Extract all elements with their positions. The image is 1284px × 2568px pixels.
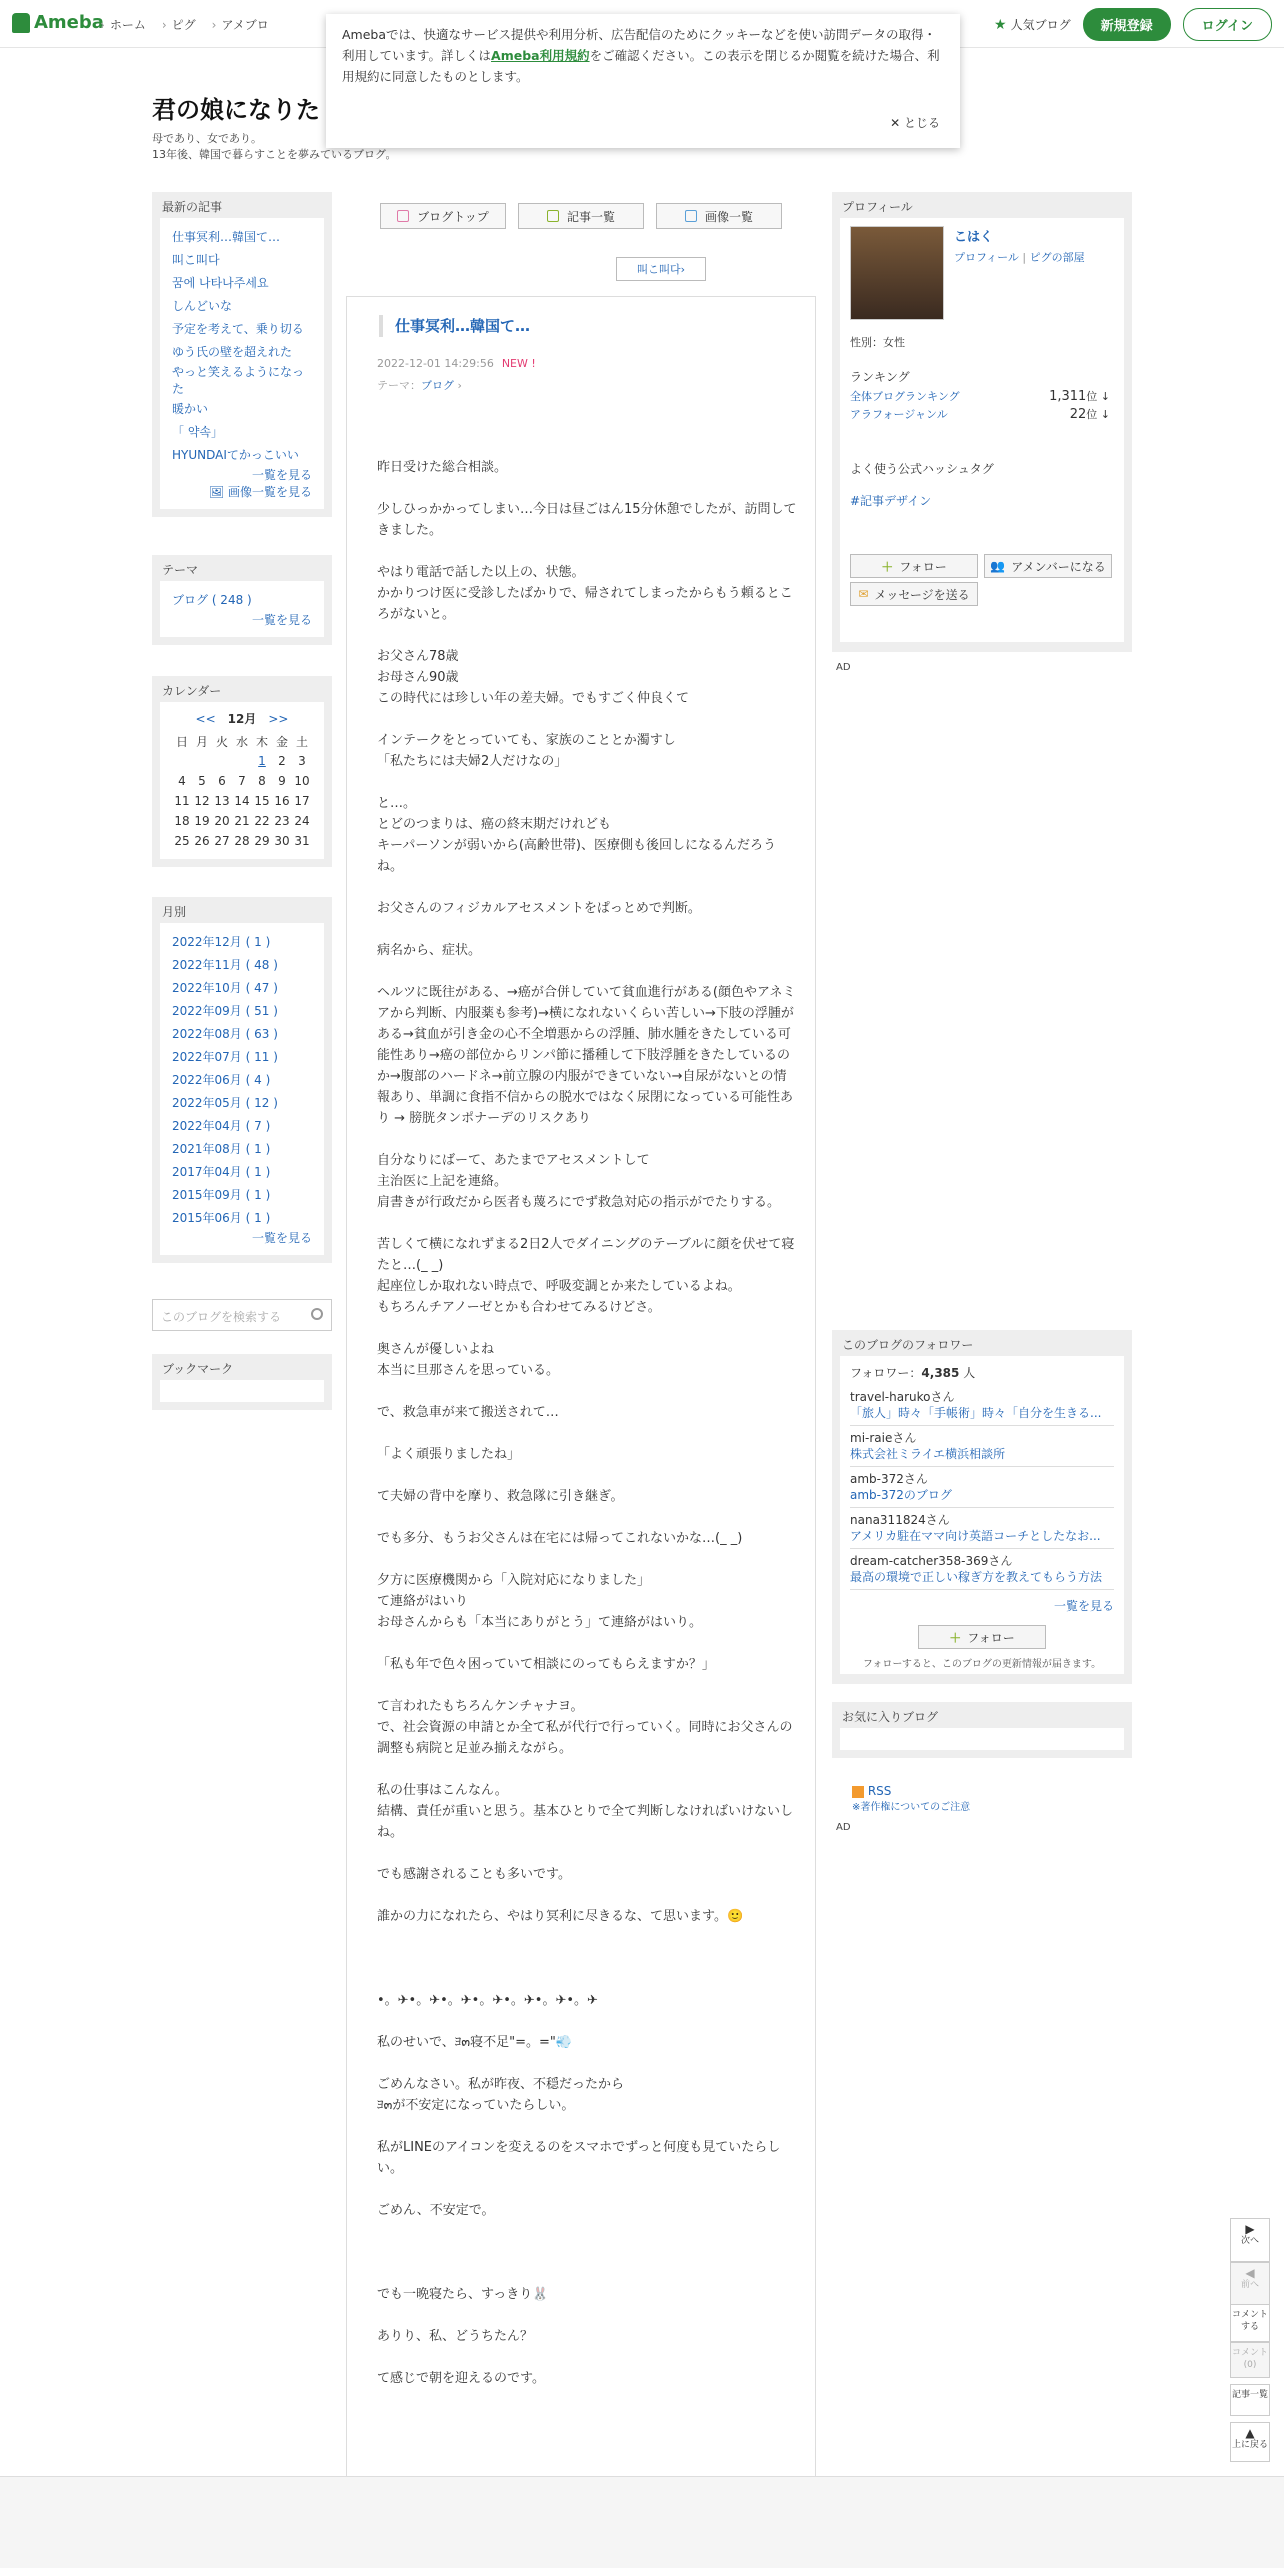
camera-icon: [685, 210, 697, 222]
close-icon: ✕: [890, 116, 904, 130]
nav-ameblo[interactable]: › アメブロ: [212, 16, 269, 33]
float-next[interactable]: ▶ 次へ: [1230, 2218, 1270, 2262]
article-paragraph: でも一晩寝たら、すっきり🐰: [377, 2287, 549, 2302]
follower-count: フォロワー：4,385 人: [850, 1366, 976, 1380]
monthly-item[interactable]: 2022年07月 ( 11 ): [172, 1050, 278, 1064]
follow-button-2[interactable]: ＋ フォロー: [918, 1625, 1046, 1649]
monthly-more-link[interactable]: 一覧を見る: [251, 1231, 312, 1245]
follower-name: amb-372さん: [850, 1472, 928, 1486]
cal-day: 18: [174, 814, 190, 828]
article-paragraph: 苦しくて横になれずまる2日2人でダイニングのテーブルに顔を伏せて寝たと…(_ _) 起座位しか取れない時点で、呼吸変調とか来たしているよね。 もちろんチアノーゼとかも合わせてみるけどさ。: [377, 1237, 795, 1315]
cal-day: 30: [274, 834, 290, 848]
cal-day: [212, 751, 232, 771]
ameba-logo[interactable]: Ameba: [12, 12, 104, 33]
cal-day: [172, 751, 192, 771]
follow-note: フォローすると、このブログの更新情報が届きます。: [862, 1659, 1102, 1670]
cal-weekday: 土: [295, 734, 308, 749]
latest-post-item[interactable]: ゆう氏の壁を超えれた: [172, 345, 293, 359]
article-paragraph: ありり、私、どうちたん？: [377, 2329, 534, 2344]
profile-name[interactable]: こはく: [954, 230, 994, 245]
follower-name: dream-catcher358-369さん: [850, 1554, 1013, 1568]
article-paragraph: 少しひっかかってしまい…今日は昼ごはん15分休憩でしたが、訪問してきました。: [377, 502, 797, 538]
article-paragraph: 「よく頑張りましたね」: [377, 1447, 521, 1462]
cal-day: 12: [194, 794, 210, 808]
monthly-item[interactable]: 2022年04月 ( 7 ): [172, 1119, 271, 1133]
monthly-item[interactable]: 2022年11月 ( 48 ): [172, 958, 278, 972]
follower-row: [850, 1508, 1114, 1549]
article-body: [377, 457, 797, 2410]
cal-day: 24: [294, 814, 310, 828]
article-paragraph: と…。 とどのつまりは、癌の終末期だけれども キーパーソンが弱いから(高齢世帯)、医療側も後回しになるんだろうね。: [377, 796, 776, 874]
next-article-button[interactable]: 叫こ叫다 ›: [616, 257, 706, 281]
register-button[interactable]: 新規登録: [1083, 8, 1171, 41]
follower-row: [850, 1549, 1114, 1590]
monthly-item[interactable]: 2017年04月 ( 1 ): [172, 1165, 271, 1179]
message-button[interactable]: ✉ メッセージを送る: [850, 582, 978, 606]
follower-row: [850, 1385, 1114, 1426]
article-paragraph: 病名から、症状。: [377, 943, 482, 958]
article-paragraph: 「私も年で色々困っていて相談にのってもらえますか？」: [377, 1657, 715, 1672]
cal-day: 8: [258, 774, 266, 788]
monthly-item[interactable]: 2022年08月 ( 63 ): [172, 1027, 278, 1041]
article-paragraph: やはり電話で話した以上の、状態。 かかりつけ医に受診したばかりで、帰されてしまったからもう頼るところがないと。: [377, 565, 793, 622]
theme-box: [152, 555, 332, 645]
cal-month: 12月: [227, 712, 257, 726]
article-paragraph: •。✈•。✈•。✈•。✈•。✈•。✈•。✈: [377, 1993, 598, 2008]
article-paragraph: 夕方に医療機関から「入院対応になりました」 て連絡がはいり お母さんからも「本当にありがとう」て連絡がはいり。: [377, 1573, 703, 1630]
article: [346, 296, 816, 2568]
latest-post-item[interactable]: やっと笑えるようになった: [172, 365, 305, 396]
cal-prev[interactable]: <<: [195, 712, 216, 726]
cal-day: 7: [238, 774, 246, 788]
followers-box: [832, 1330, 1132, 1684]
float-comment[interactable]: コメントする: [1230, 2304, 1270, 2342]
cal-day: 4: [178, 774, 186, 788]
float-prev: ◀ 前へ: [1230, 2262, 1270, 2306]
follower-blog-link[interactable]: 「旅人」時々「手帳術」時々「自分を生きる...: [850, 1406, 1102, 1420]
footer: [0, 2476, 1284, 2568]
bookmark-box: [152, 1354, 332, 1410]
blog-top-button[interactable]: ブログトップ: [380, 203, 506, 229]
header-nav: [100, 16, 269, 33]
monthly-item[interactable]: 2022年05月 ( 12 ): [172, 1096, 278, 1110]
article-title[interactable]: 仕事冥利…韓国て…: [379, 315, 530, 337]
cal-weekday: 水: [235, 734, 248, 749]
cal-day: 20: [214, 814, 230, 828]
calendar-table: [172, 731, 312, 851]
header-actions: [994, 8, 1272, 41]
ranking-row: アラフォージャンル 22位 ↓: [850, 407, 1110, 422]
profile-link[interactable]: プロフィール: [954, 251, 1019, 264]
profile-gender: 性別：女性: [850, 336, 905, 349]
article-paragraph: でも感謝されることも多いです。: [377, 1867, 571, 1882]
image-list-link[interactable]: 🖼 画像一覧を見る: [208, 485, 312, 499]
cal-day: 23: [274, 814, 290, 828]
article-paragraph: て言われたもちろんケンチャナヨ。 で、社会資源の申請とか全て私が代行で行っていく。同時にお父さんの調整も病院と足並み揃えながら。: [377, 1699, 793, 1756]
cal-day: 5: [198, 774, 206, 788]
search-icon[interactable]: [311, 1308, 323, 1320]
article-meta: 2022-12-01 14:29:56 NEW ! テーマ：ブログ ›: [377, 357, 536, 392]
hashtag-link[interactable]: #記事デザイン: [850, 494, 932, 508]
cal-day[interactable]: 1: [258, 754, 266, 768]
triangle-up-icon: ▲: [1245, 2426, 1255, 2440]
cal-day: [232, 751, 252, 771]
cal-day: 14: [234, 794, 250, 808]
cal-day: 22: [254, 814, 270, 828]
float-back-to-top[interactable]: ▲ 上に戻る: [1230, 2422, 1270, 2462]
cal-day: 3: [298, 754, 306, 768]
spacer: [377, 2242, 797, 2284]
monthly-item[interactable]: 2022年10月 ( 47 ): [172, 981, 278, 995]
image-list-button[interactable]: 画像一覧: [656, 203, 782, 229]
blog-search-input[interactable]: このブログを検索する: [152, 1299, 332, 1331]
member-icon: 👥: [990, 559, 1006, 573]
bookmark-title: ブックマーク: [162, 1362, 234, 1376]
latest-posts-list: [172, 226, 312, 467]
cookie-close-button[interactable]: ✕ とじる: [890, 116, 940, 130]
follower-blog-link[interactable]: 株式会社ミライエ横浜相談所: [850, 1447, 1006, 1461]
rss-block: [852, 1784, 970, 1813]
latest-post-item[interactable]: 「 약속」: [172, 425, 223, 439]
cal-day: 13: [214, 794, 230, 808]
follower-blog-link[interactable]: アメリカ駐在ママ向け英語コーチとしたなお...: [850, 1529, 1101, 1543]
cal-day: 16: [274, 794, 290, 808]
rss-icon: [852, 1786, 864, 1798]
article-paragraph: で、救急車が来て搬送されて…: [377, 1405, 559, 1420]
float-comment-count: コメント(0): [1230, 2342, 1270, 2378]
star-icon: ★: [994, 16, 1007, 33]
follower-name: travel-harukoさん: [850, 1390, 955, 1404]
monthly-item[interactable]: 2015年06月 ( 1 ): [172, 1211, 271, 1225]
article-paragraph: 誰かの力になれたら、やはり冥利に尽きるな、て思います。🙂: [377, 1909, 744, 1924]
ranking-genre-link[interactable]: アラフォージャンル: [850, 408, 948, 421]
cal-day: 29: [254, 834, 270, 848]
follower-blog-link[interactable]: amb-372のブログ: [850, 1488, 952, 1502]
article-paragraph: お父さん78歳 お母さん90歳 この時代には珍しい年の差夫婦。でもすごく仲良くて: [377, 649, 690, 706]
cal-weekday: 日: [175, 734, 188, 749]
latest-post-item[interactable]: HYUNDAIてかっこいい: [172, 448, 299, 462]
article-theme-link[interactable]: ブログ: [421, 379, 454, 392]
latest-post-item[interactable]: 叫こ叫다: [172, 253, 220, 267]
article-paragraph: ごめんなさい。私が昨夜、不穏だったから ﾖ๓が不安定になっていたらしい。: [377, 2077, 625, 2113]
cal-day: 19: [194, 814, 210, 828]
follow-button[interactable]: ＋ フォロー: [850, 554, 978, 578]
plus-icon: ＋: [949, 1630, 962, 1645]
cal-day: 26: [194, 834, 210, 848]
monthly-item[interactable]: 2015年09月 ( 1 ): [172, 1188, 271, 1202]
hashtag-title: よく使う公式ハッシュタグ: [850, 462, 994, 476]
article-paragraph: 昨日受けた総合相談。: [377, 460, 508, 475]
article-paragraph: 奥さんが優しいよね 本当に旦那さんを思っている。: [377, 1342, 560, 1378]
rss-link[interactable]: RSS: [852, 1784, 970, 1798]
chevron-right-icon: ›: [454, 379, 462, 392]
cal-day: 17: [294, 794, 310, 808]
favorite-blogs-title: お気に入りブログ: [842, 1710, 939, 1724]
chevron-right-icon: ›: [680, 262, 686, 276]
latest-post-item[interactable]: 暖かい: [172, 402, 209, 416]
ranking-overall-link[interactable]: 全体ブログランキング: [850, 390, 960, 403]
ad-label: AD: [836, 1822, 851, 1833]
cal-day: 2: [278, 754, 286, 768]
follower-name: mi-raieさん: [850, 1431, 917, 1445]
copyright-note-link[interactable]: ※著作権についてのご注意: [852, 1802, 971, 1813]
blog-description: 母であり、女であり。 13年後、韓国で暮らすことを夢みているブログ。: [152, 132, 397, 161]
monthly-title: 月別: [162, 905, 187, 919]
theme-title: テーマ: [162, 563, 199, 577]
latest-posts-box: [152, 192, 332, 517]
avatar[interactable]: [850, 226, 944, 320]
follower-list: [850, 1385, 1114, 1590]
float-article-list[interactable]: 記事一覧: [1230, 2384, 1270, 2416]
latest-post-item[interactable]: 仕事冥利…韓国て…: [172, 230, 281, 244]
login-button[interactable]: ログイン: [1183, 8, 1272, 41]
monthly-item[interactable]: 2022年06月 ( 4 ): [172, 1073, 271, 1087]
monthly-list: [172, 931, 312, 1230]
cookie-banner: Amebaでは、快適なサービス提供や利用分析、広告配信のためにクッキーなどを使い訪問データの取得・利用しています。詳しくはAmeba利用規約をご確認ください。この表示を閉じるか閲覧を続けた場合、利用規約に同意したものとします。 ✕ とじる: [326, 14, 960, 148]
theme-item[interactable]: ブログ ( 248 ): [172, 593, 252, 607]
article-paragraph: て感じで朝を迎えるのです。: [377, 2371, 545, 2386]
monthly-item[interactable]: 2021年08月 ( 1 ): [172, 1142, 271, 1156]
monthly-box: [152, 897, 332, 1263]
home-icon: [397, 210, 409, 222]
favorite-blogs-box: [832, 1702, 1132, 1758]
article-list-button[interactable]: 記事一覧: [518, 203, 644, 229]
article-paragraph: インテークをとっていても、家族のこととか濁すし 「私たちには夫婦2人だけなの」: [377, 733, 676, 769]
monthly-item[interactable]: 2022年12月 ( 1 ): [172, 935, 271, 949]
image-icon: 🖼: [208, 485, 228, 499]
cal-day: 28: [234, 834, 250, 848]
pigg-room-link[interactable]: ピグの部屋: [1029, 251, 1085, 264]
cal-day: 9: [278, 774, 286, 788]
article-paragraph: お父さんのフィジカルアセスメントをぱっとめで判断。: [377, 901, 701, 916]
spacer: [377, 1948, 797, 1990]
ad-label: AD: [836, 662, 851, 673]
new-badge: NEW !: [501, 357, 536, 370]
cal-day: 10: [294, 774, 310, 788]
ranking-row: 全体ブログランキング 1,311位 ↓: [850, 389, 1110, 404]
monthly-item[interactable]: 2022年09月 ( 51 ): [172, 1004, 278, 1018]
plus-icon: ＋: [881, 559, 894, 574]
article-paragraph: ごめん、不安定で。: [377, 2203, 495, 2218]
followers-title: このブログのフォロワー: [842, 1338, 974, 1352]
follower-blog-link[interactable]: 最高の環境で正しい稼ぎ方を教えてもらう方法: [850, 1570, 1103, 1584]
popular-blog-link[interactable]: ★ 人気ブログ: [994, 16, 1071, 33]
cal-weekday: 金: [275, 734, 288, 749]
ranking-title: ランキング: [850, 370, 910, 384]
cal-day: 6: [218, 774, 226, 788]
cal-weekday: 木: [255, 734, 268, 749]
nav-home[interactable]: › ホーム: [100, 16, 146, 33]
triangle-right-icon: ▶: [1245, 2222, 1255, 2236]
mail-icon: ✉: [858, 587, 869, 601]
calendar-title: カレンダー: [162, 684, 222, 698]
article-paragraph: 私の仕事はこんなん。 結構、責任が重いと思う。基本ひとりで全て判断しなければいけないしね。: [377, 1783, 794, 1840]
latest-post-item[interactable]: 꿈에 나타나주세요: [172, 276, 269, 290]
latest-more-link[interactable]: 一覧を見る: [251, 468, 312, 482]
follower-row: [850, 1467, 1114, 1508]
cal-day: [192, 751, 212, 771]
article-paragraph: て夫婦の背中を摩り、救急隊に引き継ぎ。: [377, 1489, 624, 1504]
follower-name: nana311824さん: [850, 1513, 950, 1527]
cal-day: 25: [174, 834, 190, 848]
article-paragraph: 私がLINEのアイコンを変えるのをスマホでずっと何度も見ていたらしい。: [377, 2140, 781, 2176]
ameba-logo-icon: [12, 13, 30, 33]
article-paragraph: ヘルツに既往がある、→癌が合併していて貧血進行がある(顔色やアネミアから判断、内服薬も参考)→横になれないくらい苦しい→下肢の浮腫がある→貧血が引き金の心不全増悪からの浮腫、肺水腫をきたしている可能性あり→癌の部位からリンパ節に播種して下肢浮腫をきたしているのか→腹部のハードネ→前立腺の内服ができていない→自尿がないとの情報あり、単調に食指不信からの脱水ではなく尿閉になっている可能性あり → 膀胱タンポナーデのリスクあり: [377, 985, 796, 1126]
amember-button[interactable]: 👥 アメンバーになる: [984, 554, 1112, 578]
article-paragraph: 私のせいで、ﾖ๓寝不足"=。="💨: [377, 2035, 573, 2050]
article-paragraph: でも多分、もうお父さんは在宅には帰ってこれないかな…(_ _): [377, 1531, 743, 1546]
cal-weekday: 月: [195, 734, 208, 749]
triangle-left-icon: ◀: [1245, 2266, 1255, 2280]
follower-row: [850, 1426, 1114, 1467]
cal-day: 11: [174, 794, 190, 808]
latest-post-item[interactable]: しんどいな: [172, 299, 233, 313]
latest-posts-title: 最新の記事: [162, 200, 223, 214]
cal-day: 15: [254, 794, 270, 808]
followers-more-link[interactable]: 一覧を見る: [1053, 1599, 1114, 1613]
cal-day: 27: [214, 834, 230, 848]
cal-weekday: 火: [215, 734, 228, 749]
cal-day: 31: [294, 834, 310, 848]
calendar-box: [152, 676, 332, 867]
blog-title[interactable]: 君の娘になりた: [152, 95, 320, 124]
list-icon: [547, 210, 559, 222]
nav-pigg[interactable]: › ピグ: [162, 16, 196, 33]
cal-next[interactable]: >>: [268, 712, 289, 726]
profile-box: プロフィール こはく プロフィール | ピグの部屋 性別：女性 ランキング 全体ブログランキング 1,311位 ↓ アラフォージャンル 22位 ↓ よく使う公式ハッシュタグ #記事デザイン ＋ フォロー 👥 アメンバーになる ✉ メッセージを送る: [832, 192, 1132, 652]
article-paragraph: 自分なりにばーて、あたまでアセスメントして 主治医に上記を連絡。 肩書きが行政だから医者も蔑ろにでず救急対応の指示がでたりする。: [377, 1153, 781, 1210]
article-date: 2022-12-01 14:29:56: [377, 357, 494, 370]
terms-link[interactable]: Ameba利用規約: [491, 48, 590, 63]
latest-post-item[interactable]: 予定を考えて、乗り切る: [172, 322, 304, 336]
cal-day: 21: [234, 814, 250, 828]
profile-title: プロフィール: [842, 200, 913, 214]
theme-more-link[interactable]: 一覧を見る: [251, 613, 312, 627]
